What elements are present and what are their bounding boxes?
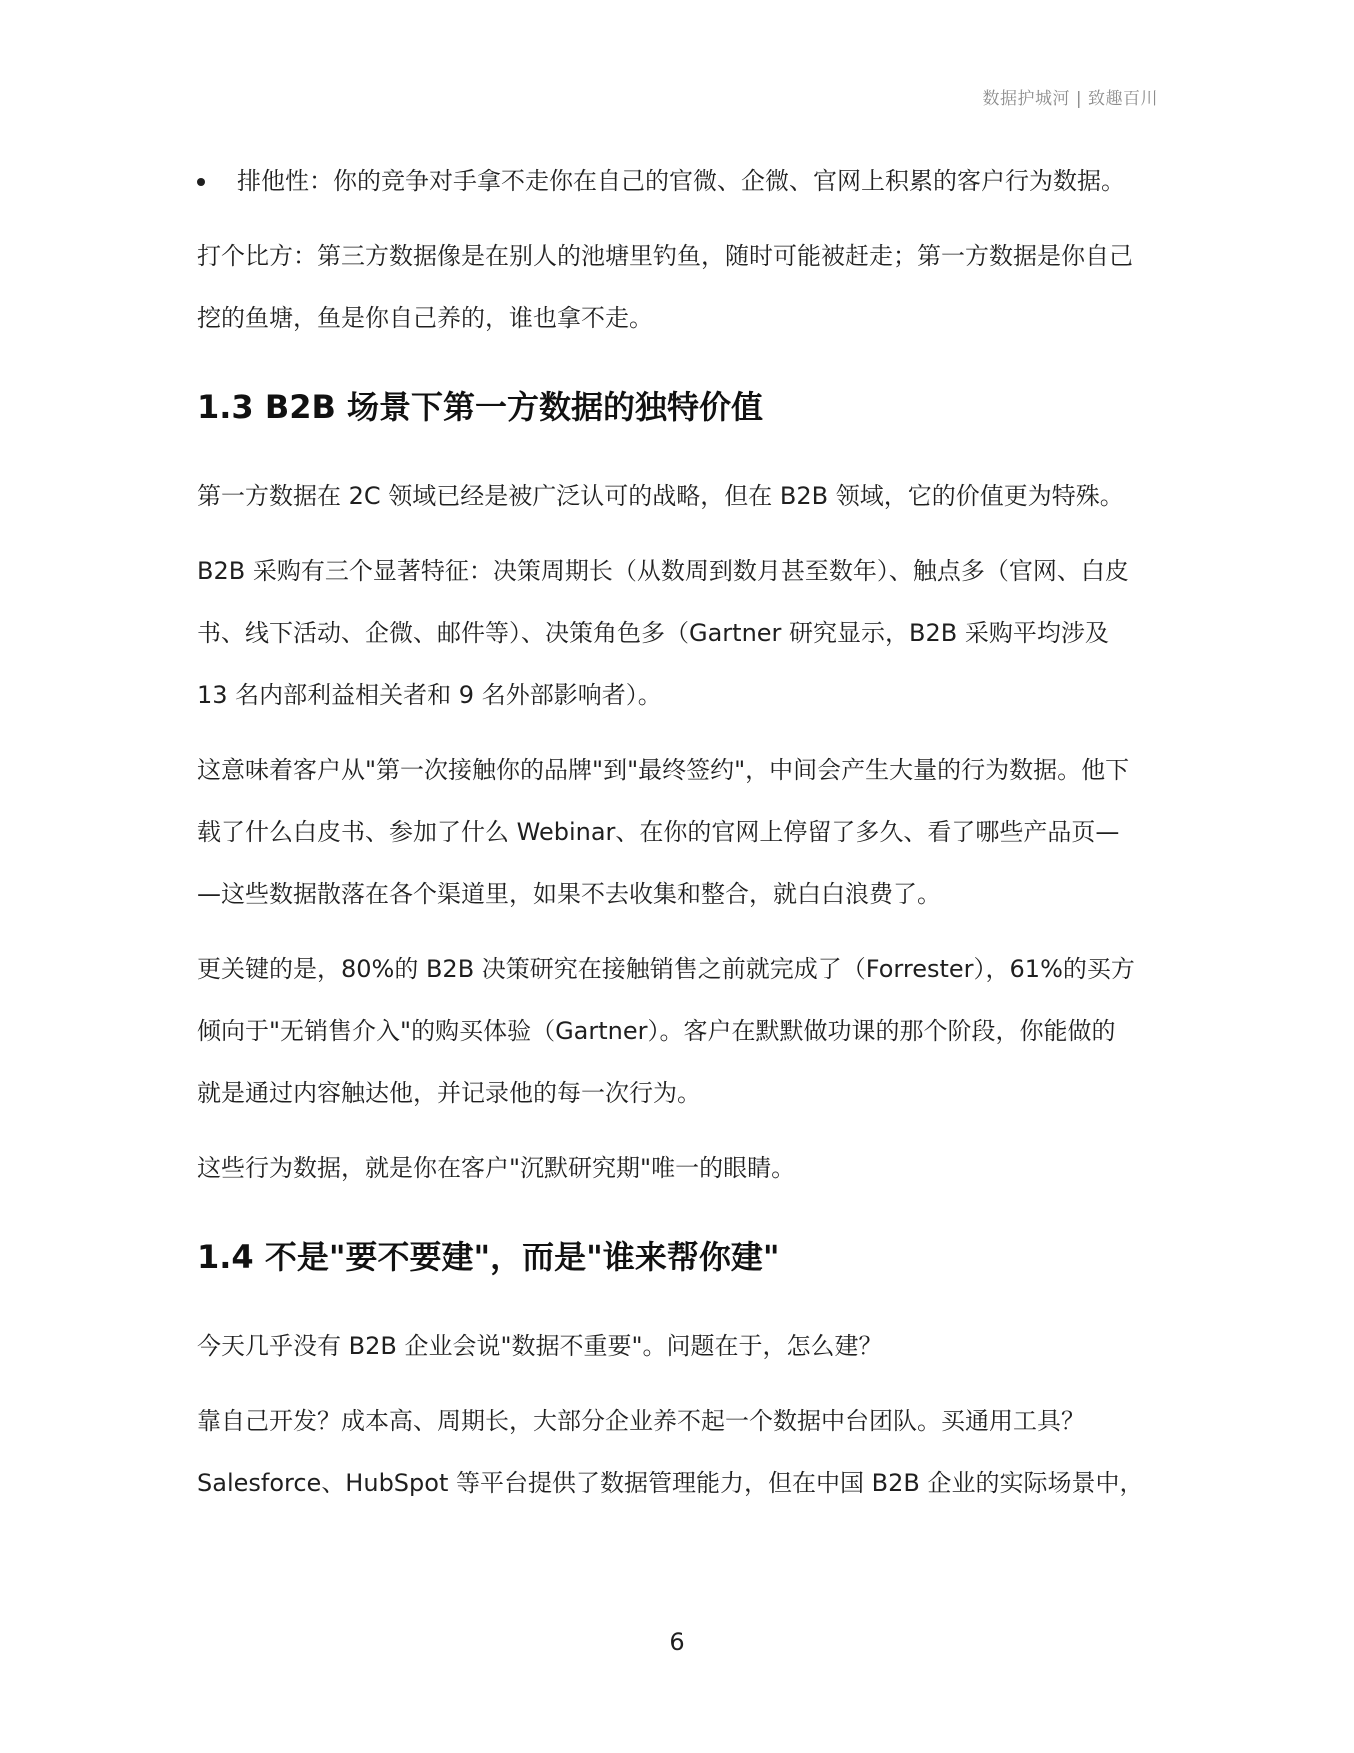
- paragraph: [197, 1390, 1157, 1514]
- text-line: 这些行为数据，就是你在客户"沉默研究期"唯一的眼睛。: [197, 1154, 796, 1182]
- paragraph: [197, 938, 1157, 1124]
- text-line: B2B 采购有三个显著特征：决策周期长（从数周到数月甚至数年）、触点多（官网、白皮: [197, 557, 1129, 585]
- paragraph: [197, 465, 1157, 527]
- text-line: 倾向于"无销售介入"的购买体验（Gartner）。客户在默默做功课的那个阶段，你能做的: [197, 1017, 1116, 1045]
- document-body: [197, 150, 1157, 1527]
- text-line: 第一方数据在 2C 领域已经是被广泛认可的战略，但在 B2B 领域，它的价值更为特殊。: [197, 482, 1124, 510]
- text-line: 载了什么白皮书、参加了什么 Webinar、在你的官网上停留了多久、看了哪些产品页—: [197, 818, 1120, 846]
- text-line: —这些数据散落在各个渠道里，如果不去收集和整合，就白白浪费了。: [197, 880, 941, 908]
- paragraph-analogy: [197, 225, 1157, 349]
- paragraph: [197, 1137, 1157, 1199]
- text-line: 13 名内部利益相关者和 9 名外部影响者）。: [197, 681, 662, 709]
- bullet-dot-icon: [197, 178, 205, 186]
- paragraph: [197, 540, 1157, 726]
- section-heading-1-4: 1.4 不是"要不要建"，而是"谁来帮你建": [197, 1238, 780, 1276]
- text-line: 打个比方：第三方数据像是在别人的池塘里钓鱼，随时可能被赶走；第一方数据是你自己: [197, 242, 1133, 270]
- text-line: Salesforce、HubSpot 等平台提供了数据管理能力，但在中国 B2B 企业的实际场景中，: [197, 1469, 1144, 1497]
- text-line: 就是通过内容触达他，并记录他的每一次行为。: [197, 1079, 701, 1107]
- bullet-item: [197, 150, 1157, 212]
- paragraph: [197, 739, 1157, 925]
- paragraph: [197, 1315, 1157, 1377]
- text-line: 靠自己开发？成本高、周期长，大部分企业养不起一个数据中台团队。买通用工具？: [197, 1407, 1085, 1435]
- text-line: 更关键的是，80%的 B2B 决策研究在接触销售之前就完成了（Forrester），61%的买方: [197, 955, 1135, 983]
- text-line: 书、线下活动、企微、邮件等）、决策角色多（Gartner 研究显示，B2B 采购平均涉及: [197, 619, 1109, 647]
- section-heading-1-3: 1.3 B2B 场景下第一方数据的独特价值: [197, 388, 764, 426]
- text-line: 今天几乎没有 B2B 企业会说"数据不重要"。问题在于，怎么建？: [197, 1332, 883, 1360]
- bullet-text: 排他性：你的竞争对手拿不走你在自己的官微、企微、官网上积累的客户行为数据。: [237, 167, 1125, 195]
- running-header: 数据护城河 | 致趣百川: [982, 89, 1158, 109]
- page-number: 6: [669, 1628, 685, 1656]
- text-line: 挖的鱼塘，鱼是你自己养的，谁也拿不走。: [197, 304, 653, 332]
- text-line: 这意味着客户从"第一次接触你的品牌"到"最终签约"，中间会产生大量的行为数据。他下: [197, 756, 1130, 784]
